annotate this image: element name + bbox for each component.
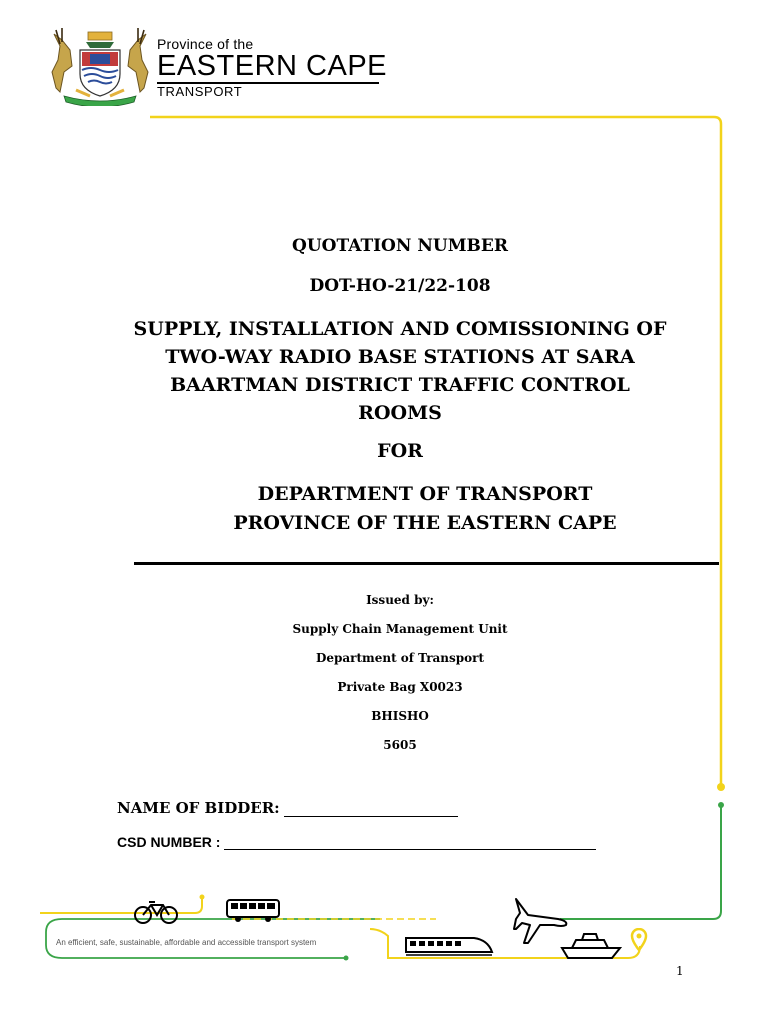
issuer-line: Department of Transport	[315, 651, 485, 665]
for-label: FOR	[377, 440, 423, 462]
quotation-label: QUOTATION NUMBER	[292, 236, 508, 256]
location-pin-icon	[630, 928, 648, 952]
footer-tagline: An efficient, safe, sustainable, affordable and accessible transport system	[56, 938, 317, 947]
page-number: 1	[676, 964, 684, 978]
header-logo	[46, 26, 391, 106]
issuer-line: Private Bag X0023	[337, 680, 463, 694]
document-title	[100, 315, 700, 427]
bidder-name-line[interactable]	[284, 804, 458, 817]
quotation-number: DOT-HO-21/22-108	[309, 276, 491, 296]
issuer-line: BHISHO	[371, 709, 429, 723]
province-line: Province of the	[157, 36, 254, 52]
issuer-line: Supply Chain Management Unit	[292, 622, 508, 636]
section-divider	[134, 562, 719, 565]
issuer-line: 5605	[383, 738, 417, 752]
title-line: TWO-WAY RADIO BASE STATIONS AT SARA	[165, 346, 635, 368]
title-line: ROOMS	[358, 402, 442, 424]
train-icon	[404, 934, 494, 958]
province-name: EASTERN CAPE	[157, 50, 387, 82]
department-block	[125, 480, 725, 538]
department-line: PROVINCE OF THE EASTERN CAPE	[233, 512, 617, 534]
csd-number-field[interactable]	[117, 834, 596, 850]
issued-by-label: Issued by:	[366, 593, 434, 607]
bus-icon	[225, 898, 283, 924]
bidder-name-field[interactable]	[117, 799, 458, 817]
csd-number-line[interactable]	[224, 837, 596, 850]
coat-of-arms-icon	[46, 26, 154, 106]
ship-icon	[560, 932, 622, 960]
csd-number-label: CSD NUMBER :	[117, 834, 221, 850]
bidder-name-label: NAME OF BIDDER:	[117, 799, 280, 817]
title-line: SUPPLY, INSTALLATION AND COMISSIONING OF	[133, 318, 667, 340]
bicycle-icon	[133, 899, 179, 925]
title-line: BAARTMAN DISTRICT TRAFFIC CONTROL	[170, 374, 630, 396]
department-line: DEPARTMENT OF TRANSPORT	[257, 483, 593, 505]
department-name: TRANSPORT	[157, 84, 243, 99]
